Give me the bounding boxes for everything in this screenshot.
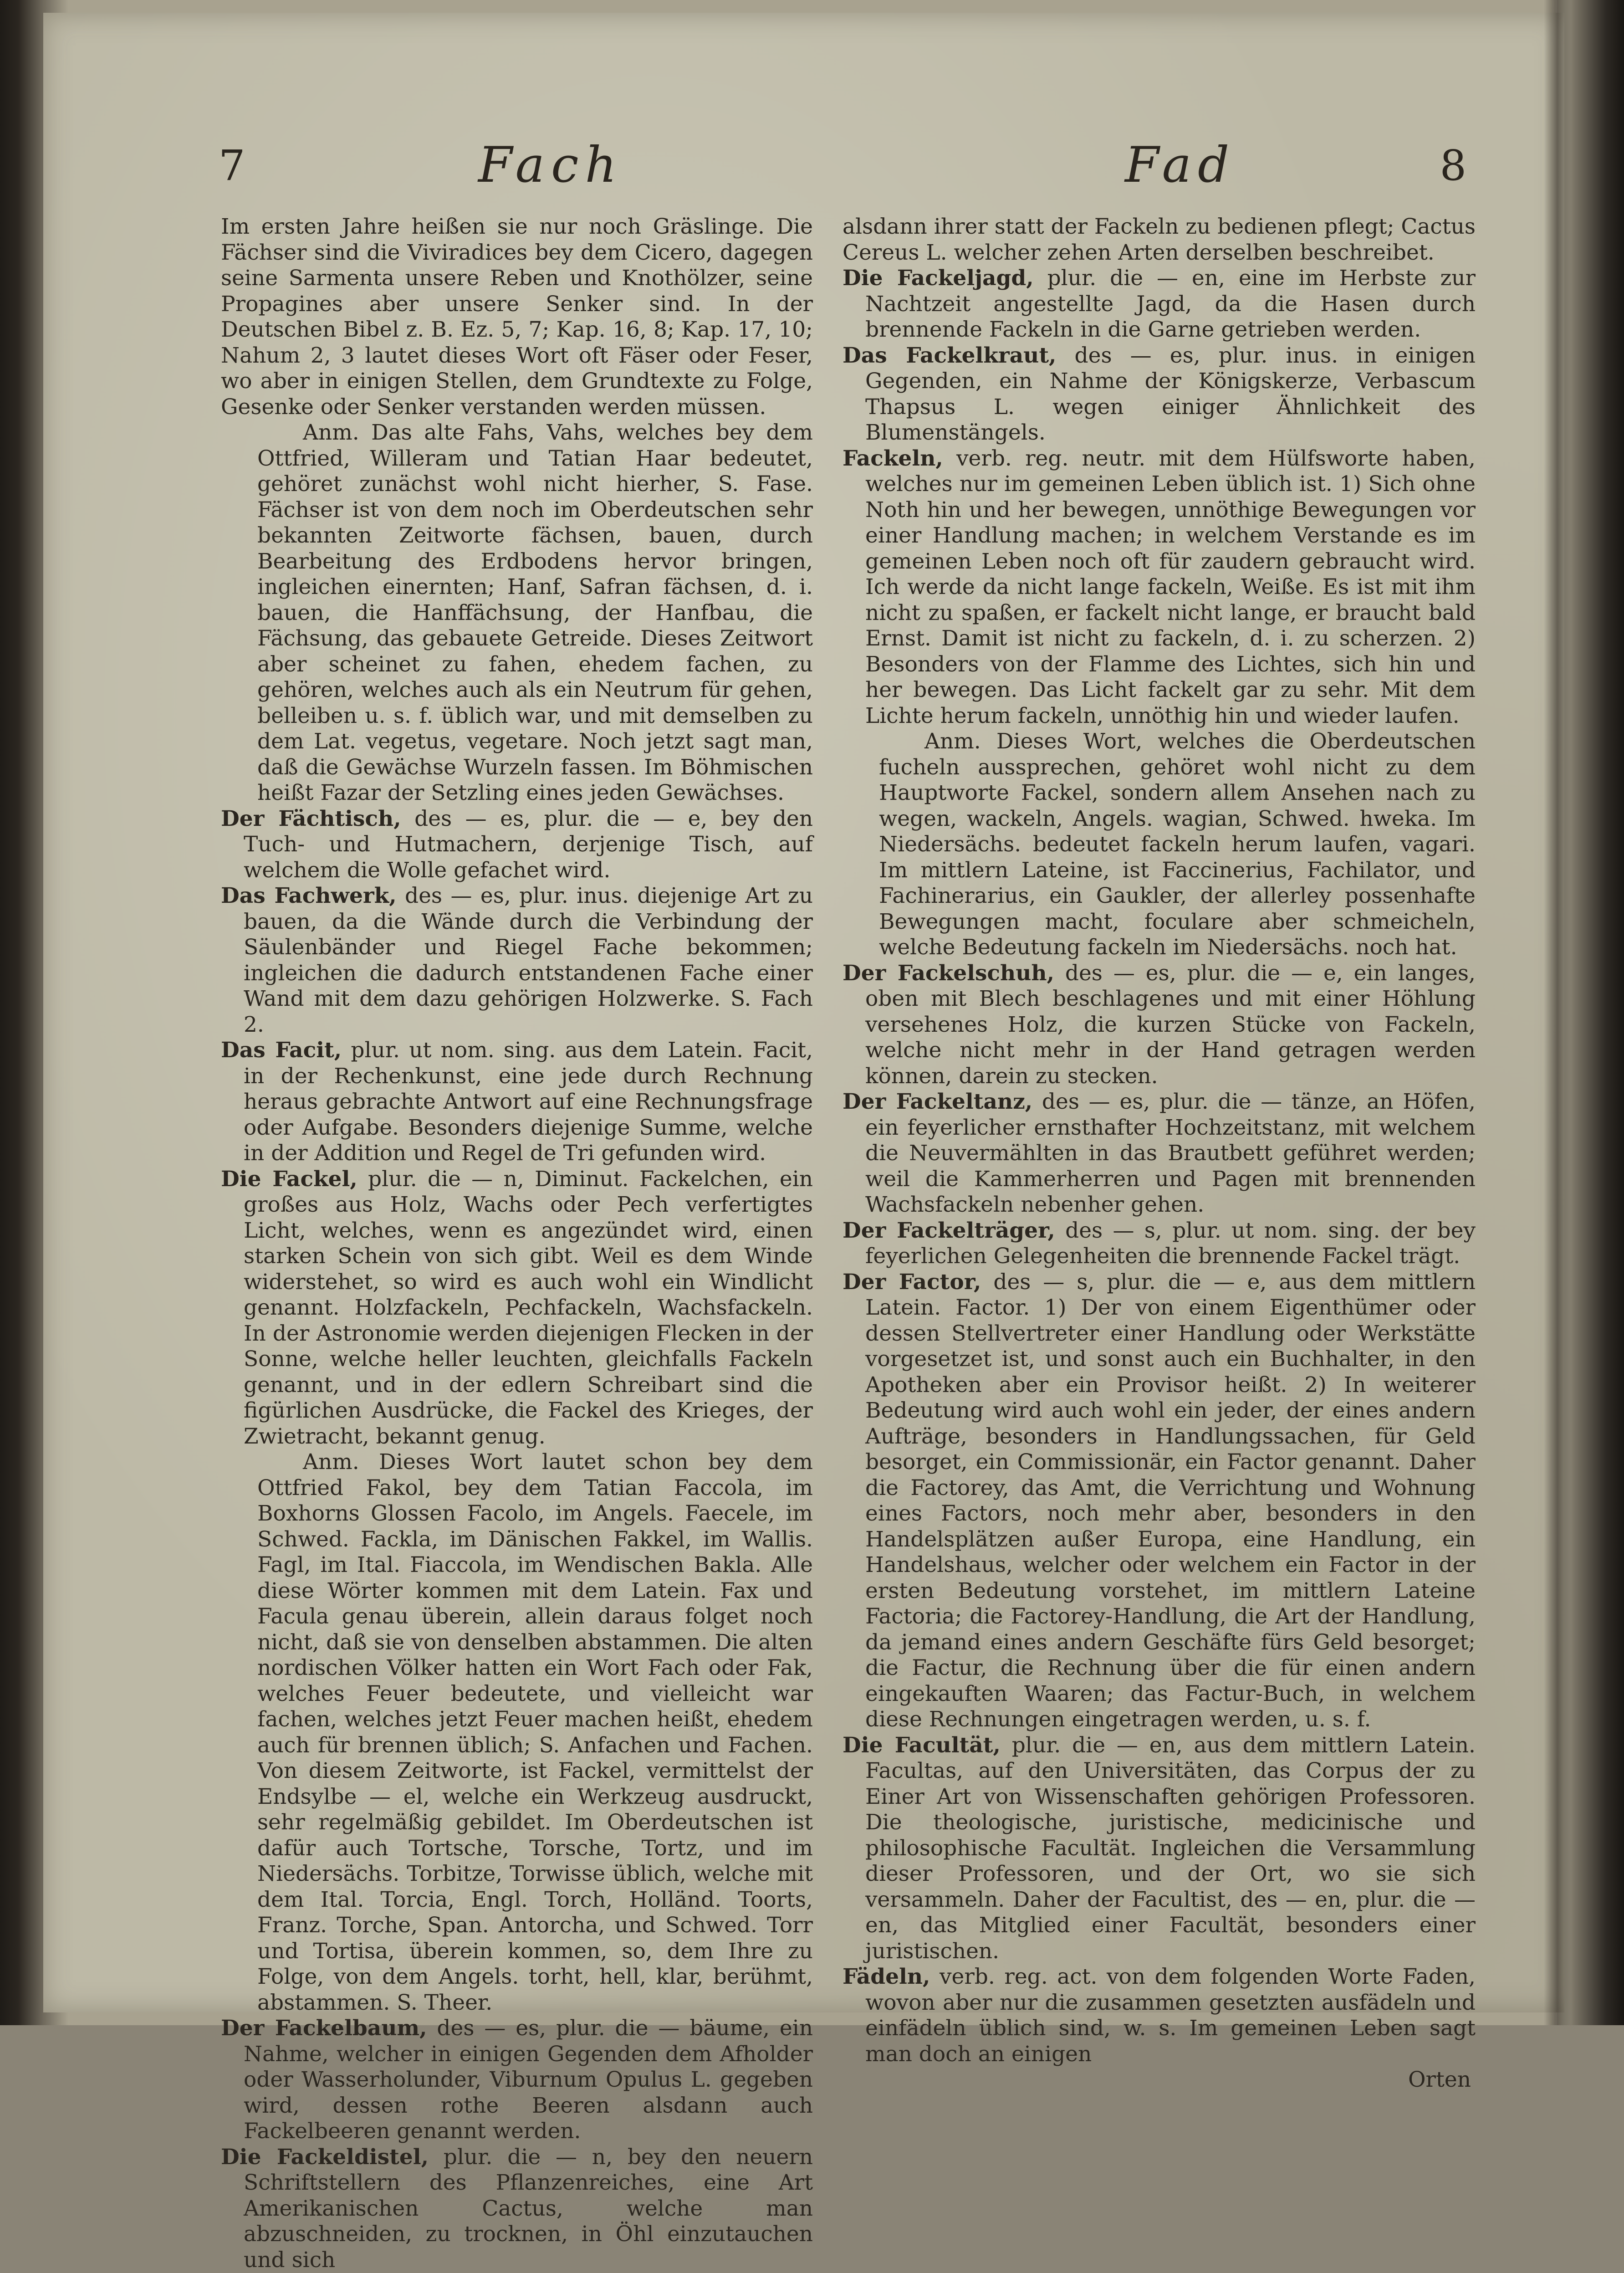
entry-text: verb. reg. act. von dem folgenden Worte Faden, wovon aber nur die zusammen gesetzten ausfädeln und einfädeln üblich sind, w. s. Im gemeinen Leben sagt man doch an einigen xyxy=(865,1964,1476,2067)
entry-text: des — es, plur. inus. diejenige Art zu bauen, da die Wände durch die Verbindung der Säulenbänder und Riegel Fache bekommen; ingleichen die dadurch entstandenen Fache einer Wand mit dem dazu gehörigen Holzwerke. S. Fach 2. xyxy=(244,883,813,1037)
continued-text xyxy=(221,214,813,420)
dictionary-entry xyxy=(843,1270,1476,1733)
entry-headword: Fackeln, xyxy=(843,446,943,471)
dictionary-entry xyxy=(221,2145,813,2273)
annotation-paragraph xyxy=(843,729,1476,961)
running-header xyxy=(219,137,1466,205)
catchword: Orten xyxy=(843,2067,1476,2093)
entry-text: des — es, plur. die — e, ein langes, oben mit Blech beschlagenes und mit einer Höhlung versehenes Holz, die kurzen Stücke von Fackeln, welche nicht mehr in der Hand getragen werden können, darein zu stecken. xyxy=(865,961,1476,1089)
entry-headword: Der Fackelbaum, xyxy=(221,2016,427,2041)
entry-text: des — es, plur. die — tänze, an Höfen, ein feyerlicher ernsthafter Hochzeitstanz, mit welchem die Neuvermählten in das Brautbett geführet werden; weil die Kammerherren und Pagen mit brennenden Wachsfackeln nebenher gehen. xyxy=(865,1089,1476,1217)
right-running-head: Fad xyxy=(1125,137,1236,194)
dictionary-entry xyxy=(221,806,813,884)
entry-headword: Die Facultät, xyxy=(843,1733,1001,1758)
entry-text: des — s, plur. ut nom. sing. der bey feyerlichen Gelegenheiten die brennende Fackel trägt. xyxy=(865,1218,1476,1269)
entry-headword: Fädeln, xyxy=(843,1964,930,1989)
right-page-number: 8 xyxy=(1440,141,1466,190)
right-text-column xyxy=(843,214,1476,2093)
page-fold-shadow xyxy=(1544,0,1571,2025)
dictionary-entry xyxy=(843,266,1476,343)
dictionary-entry xyxy=(843,1089,1476,1218)
dictionary-entry xyxy=(843,446,1476,729)
entry-headword: Der Fackelschuh, xyxy=(843,961,1054,986)
continued-text xyxy=(843,214,1476,266)
entry-text: Anm. Dieses Wort lautet schon bey dem Ottfried Fakol, bey dem Tatian Faccola, im Boxhorns Glossen Facolo, im Angels. Faecele, im Schwed. Fackla, im Dänischen Fakkel, im Wallis. Fagl, im Ital. Fiaccola, im Wendischen Bakla. Alle diese Wörter kommen mit dem Latein. Fax und Facula genau überein, allein daraus folget noch nicht, daß sie von denselben abstammen. Die alten nordischen Völker hatten ein Wort Fach oder Fak, welches Feuer bedeutete, und vielleicht war fachen, welches jetzt Feuer machen heißt, ehedem auch für brennen üblich; S. Anfachen und Fachen. Von diesem Zeitworte, ist Fackel, vermittelst der Endsylbe — el, welche ein Werkzeug ausdruckt, sehr regelmäßig gebildet. Im Oberdeutschen ist dafür auch Tortsche, Torsche, Tortz, und im Niedersächs. Torbitze, Torwisse üblich, welche mit dem Ital. Torcia, Engl. Torch, Holländ. Toorts, Franz. Torche, Span. Antorcha, und Schwed. Torr und Tortisa, überein kommen, so, dem Ihre zu Folge, von dem Angels. torht, hell, klar, berühmt, abstammen. S. Theer. xyxy=(257,1449,813,2015)
entry-headword: Die Fackeldistel, xyxy=(221,2145,429,2170)
entry-headword: Der Factor, xyxy=(843,1270,981,1295)
entry-text: des — es, plur. inus. in einigen Gegenden, ein Nahme der Königskerze, Verbascum Thapsus L. wegen einiger Ähnlichkeit des Blumenstängels. xyxy=(865,343,1476,445)
dictionary-entry xyxy=(843,961,1476,1090)
entry-headword: Das Facit, xyxy=(221,1038,342,1063)
dictionary-entry xyxy=(843,1218,1476,1270)
left-running-head: Fach xyxy=(478,137,623,194)
dictionary-entry xyxy=(221,1167,813,1450)
entry-headword: Das Fackelkraut, xyxy=(843,343,1056,368)
entry-text: plur. die — en, eine im Herbste zur Nachtzeit angestellte Jagd, da die Hasen durch brennende Fackeln in die Garne getrieben werden. xyxy=(865,266,1476,342)
entry-text: plur. die — n, Diminut. Fackelchen, ein großes aus Holz, Wachs oder Pech verfertigtes Licht, welches, wenn es angezündet wird, einen starken Schein von sich gibt. Weil es dem Winde widerstehet, so wird es auch wohl ein Windlicht genannt. Holzfackeln, Pechfackeln, Wachsfackeln. In der Astronomie werden diejenigen Flecken in der Sonne, welche heller leuchten, gleichfalls Fackeln genannt, und in der edlern Schreibart sind die figürlichen Ausdrücke, die Fackel des Krieges, der Zwietracht, bekannt genug. xyxy=(244,1167,813,1449)
entry-text: des — es, plur. die — bäume, ein Nahme, welcher in einigen Gegenden dem Afholder oder Wasserholunder, Viburnum Opulus L. gegeben wird, dessen rothe Beeren alsdann auch Fackelbeeren genannt werden. xyxy=(244,2016,813,2144)
entry-text: alsdann ihrer statt der Fackeln zu bedienen pflegt; Cactus Cereus L. welcher zehen Arten derselben beschreibet. xyxy=(843,214,1476,265)
dictionary-entry xyxy=(221,883,813,1038)
left-text-column xyxy=(221,214,813,2273)
entry-headword: Die Fackel, xyxy=(221,1167,357,1192)
entry-text: Im ersten Jahre heißen sie nur noch Gräslinge. Die Fächser sind die Viviradices bey dem Cicero, dagegen seine Sarmenta unsere Reben und Knothölzer, seine Propagines aber unsere Senker sind. In der Deutschen Bibel z. B. Ez. 5, 7; Kap. 16, 8; Kap. 17, 10; Nahum 2, 3 lautet dieses Wort oft Fäser oder Feser, wo aber in einigen Stellen, dem Grundtexte zu Folge, Gesenke oder Senker verstanden werden müssen. xyxy=(221,214,813,420)
annotation-paragraph xyxy=(221,1449,813,2016)
entry-text: Anm. Dieses Wort, welches die Oberdeutschen fucheln aussprechen, gehöret wohl nicht zu dem Hauptworte Fackel, sondern allem Ansehen nach zu wegen, wackeln, Angels. wagian, Schwed. hweka. Im Niedersächs. bedeutet fackeln herum laufen, vagari. Im mittlern Lateine, ist Faccinerius, Fachilator, und Fachinerarius, ein Gaukler, der allerley possenhafte Bewegungen macht, foculare aber schmeicheln, welche Bedeutung fackeln im Niedersächs. noch hat. xyxy=(879,729,1476,960)
dictionary-entry xyxy=(221,1038,813,1167)
entry-headword: Der Fackelträger, xyxy=(843,1218,1055,1243)
entry-text: plur. ut nom. sing. aus dem Latein. Facit, in der Rechenkunst, eine jede durch Rechnung heraus gebrachte Antwort auf eine Rechnungsfrage oder Aufgabe. Besonders diejenige Summe, welche in der Addition und Regel de Tri gefunden wird. xyxy=(244,1038,813,1166)
entry-text: plur. die — en, aus dem mittlern Latein. Facultas, auf den Universitäten, das Corpus der zu Einer Art von Wissenschaften gehörigen Professoren. Die theologische, juristische, medicinische und philosophische Facultät. Ingleichen die Versammlung dieser Professoren, und der Ort, wo sie sich versammeln. Daher der Facultist, des — en, plur. die — en, das Mitglied einer Facultät, besonders einer juristischen. xyxy=(865,1733,1476,1964)
entry-headword: Das Fachwerk, xyxy=(221,883,397,908)
dictionary-entry xyxy=(221,2016,813,2145)
dictionary-entry xyxy=(843,343,1476,446)
entry-headword: Der Fackeltanz, xyxy=(843,1089,1032,1114)
dictionary-entry xyxy=(843,1964,1476,2067)
entry-text: Anm. Das alte Fahs, Vahs, welches bey dem Ottfried, Willeram und Tatian Haar bedeutet, gehöret zunächst wohl nicht hierher, S. Fase. Fächser ist von dem noch im Oberdeutschen sehr bekannten Zeitworte fächsen, bauen, durch Bearbeitung des Erdbodens hervor bringen, ingleichen einernten; Hanf, Safran fächsen, d. i. bauen, die Hanffächsung, der Hanfbau, die Fächsung, das gebauete Getreide. Dieses Zeitwort aber scheinet zu fahen, ehedem fachen, zu gehören, welches auch als ein Neutrum für gehen, belleiben u. s. f. üblich war, und mit demselben zu dem Lat. vegetus, vegetare. Noch jetzt sagt man, daß die Gewächse Wurzeln fassen. Im Böhmischen heißt Fazar der Setzling eines jeden Gewächses. xyxy=(257,420,813,805)
annotation-paragraph xyxy=(221,420,813,806)
left-page-number: 7 xyxy=(219,141,245,190)
dictionary-entry xyxy=(843,1733,1476,1965)
entry-text: verb. reg. neutr. mit dem Hülfsworte haben, welches nur im gemeinen Leben üblich ist. 1) Sich ohne Noth hin und her bewegen, unnöthige Bewegungen vor einer Handlung machen; in welchem Verstande es im gemeinen Leben noch oft für zaudern gebraucht wird. Ich werde da nicht lange fackeln, Weiße. Es ist mit ihm nicht zu spaßen, er fackelt nicht lange, er braucht bald Ernst. Damit ist nicht zu fackeln, d. i. zu scherzen. 2) Besonders von der Flamme des Lichtes, sich hin und her bewegen. Das Licht fackelt gar zu sehr. Mit dem Lichte herum fackeln, unnöthig hin und wieder laufen. xyxy=(865,446,1476,728)
entry-text: plur. die — n, bey den neuern Schriftstellern des Pflanzenreiches, eine Art Amerikanischen Cactus, welche man abzuschneiden, zu trocknen, in Öhl einzutauchen und sich xyxy=(244,2145,813,2273)
entry-text: des — es, plur. die — e, bey den Tuch- und Hutmachern, derjenige Tisch, auf welchem die Wolle gefachet wird. xyxy=(244,806,813,883)
entry-text: des — s, plur. die — e, aus dem mittlern Latein. Factor. 1) Der von einem Eigenthümer oder dessen Stellvertreter einer Handlung oder Werkstätte vorgesetzet ist, und sonst auch ein Buchhalter, in den Apotheken aber ein Provisor heißt. 2) In weiterer Bedeutung wird auch wohl ein jeder, der eines andern Aufträge, besonders in Handlungssachen, für Geld besorget, ein Commissionär, ein Factor genannt. Daher die Factorey, das Amt, die Verrichtung und Wohnung eines Factors, noch mehr aber, besonders in den Handelsplätzen außer Europa, eine Handlung, ein Handelshaus, welcher oder welchem ein Factor in der ersten Bedeutung vorstehet, im mittlern Lateine Factoria; die Factorey-Handlung, die Art der Handlung, da jemand eines andern Geschäfte fürs Geld besorget; die Factur, die Rechnung über die für einen andern eingekauften Waaren; das Factur-Buch, in welchem diese Rechnungen eingetragen werden, u. s. f. xyxy=(865,1270,1476,1732)
entry-headword: Der Fächtisch, xyxy=(221,806,401,831)
entry-headword: Die Fackeljagd, xyxy=(843,266,1034,291)
